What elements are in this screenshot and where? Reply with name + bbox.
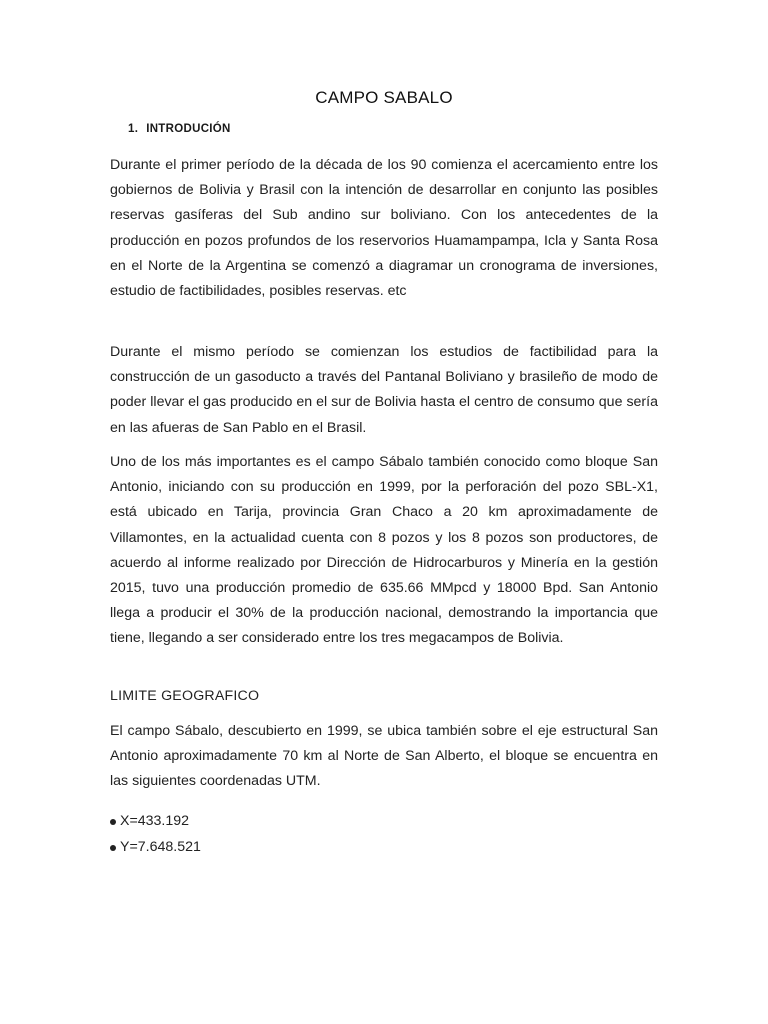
coordinate-x: X=433.192 [120,813,190,829]
paragraph: Durante el primer período de la década de los 90 comienza el acercamiento entre los gobiernos de Bolivia y Brasil con la intención de desarrollar en conjunto las posibles reservas gasíferas del Sub andino sur boliviano. Con los antecedentes de la producción en pozos profundos de los reservorios Huamampampa, Icla y Santa Rosa en el Norte de la Argentina se comenzó a diagramar un cronograma de inversiones, estudio de factibilidades, posibles reservas. etc [110,157,658,300]
section-heading [128,123,231,135]
coordinate-list [110,808,201,860]
list-item [110,834,201,860]
paragraph: Durante el mismo período se comienzan los estudios de factibilidad para la construcción de un gasoducto a través del Pantanal Boliviano y brasileño de modo de poder llevar el gas producido en el sur de Bolivia hasta el centro de consumo que sería en las afueras de San Pablo en el Brasil. [110,344,658,436]
bullet-icon [110,819,116,825]
location-paragraph: El campo Sábalo, descubierto en 1999, se ubica también sobre el eje estructural San Antonio aproximadamente 70 km al Norte de San Alberto, el bloque se encuentra en las siguientes coordenadas UTM. [110,723,658,790]
bullet-icon [110,845,116,851]
paragraph: Uno de los más importantes es el campo Sábalo también conocido como bloque San Antonio, iniciando con su producción en 1999, por la perforación del pozo SBL-X1, está ubicado en Tarija, provincia Gran Chaco a 20 km aproximadamente de Villamontes, en la actualidad cuenta con 8 pozos y los 8 pozos son productores, de acuerdo al informe realizado por Dirección de Hidrocarburos y Minería en la gestión 2015, tuvo una producción promedio de 635.66 MMpcd y 18000 Bpd. San Antonio llega a producir el 30% de la producción nacional, demostrando la importancia que tiene, llegando a ser considerado entre los tres megacampos de Bolivia. [110,454,658,647]
subheading-geographic-limit: LIMITE GEOGRAFICO [110,688,260,704]
list-item [110,808,201,834]
document-title: CAMPO SABALO [315,88,453,107]
section-label: INTRODUCIÓN [146,123,231,135]
section-number: 1. [128,123,139,135]
coordinate-y: Y=7.648.521 [120,839,201,855]
